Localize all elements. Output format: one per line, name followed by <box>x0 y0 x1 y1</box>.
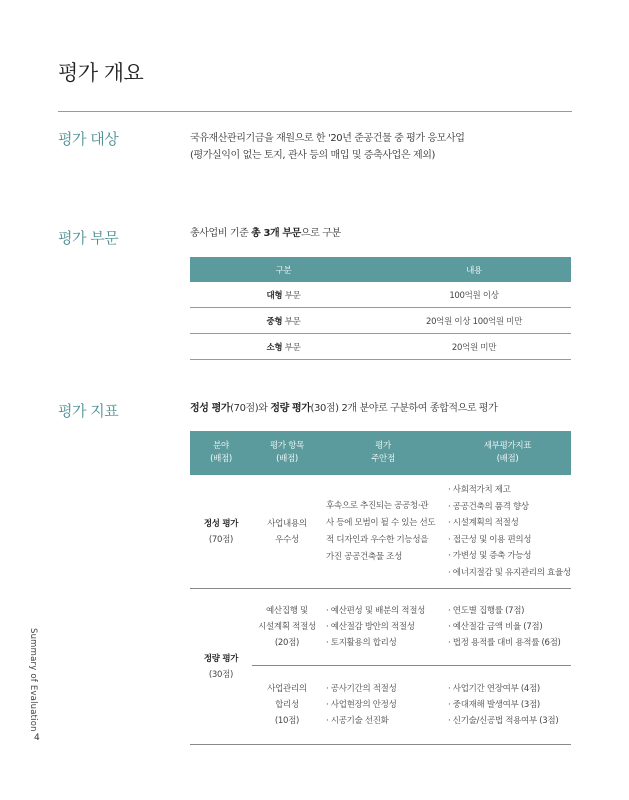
header-line: (배점) <box>276 454 298 464</box>
detail-item: · 시설계획의 적절성 <box>448 518 519 528</box>
table-header-cell <box>322 431 444 475</box>
detail-item: · 공공건축의 품격 향상 <box>448 501 529 512</box>
focus-line: 사 등에 모범이 될 수 있는 선도 <box>326 517 436 528</box>
header-line: 평가 <box>375 441 391 451</box>
section-heading-target: 평가 대상 <box>58 130 119 148</box>
field-cell <box>190 475 252 589</box>
header-line: 세부평가지표 <box>483 441 532 451</box>
detail-item: · 법정 용적률 대비 용적률 (6점) <box>448 638 561 648</box>
table-row <box>190 475 571 589</box>
table-row <box>190 308 571 334</box>
table-cell: 20억원 이상 100억원 미만 <box>377 308 571 334</box>
field-name: 정량 평가 <box>203 653 239 664</box>
header-line: (배점) <box>496 454 519 464</box>
field-name: 정성 평가 <box>203 518 239 529</box>
indicators-intro-text: (30점) 2개 분야로 구분하여 종합적으로 평가 <box>310 403 498 414</box>
category-name-suffix: 부문 <box>282 342 301 353</box>
item-line: 예산집행 및 <box>266 606 308 616</box>
page-title: 평가 개요 <box>58 61 144 85</box>
target-description-line2: (평가실익이 없는 토지, 관사 등의 매입 및 증축사업은 제외) <box>190 150 435 161</box>
table-cell <box>190 308 377 334</box>
focus-line: 후속으로 추진되는 공공청·관 <box>326 500 429 511</box>
side-running-label: Summary of Evaluation <box>28 628 38 732</box>
indicators-intro-bold: 정량 평가 <box>270 403 311 414</box>
table-header-cell <box>252 431 322 475</box>
table-header-cell <box>190 431 252 475</box>
focus-line: · 토지활용의 합리성 <box>326 638 397 648</box>
item-line: (10점) <box>274 716 300 726</box>
focus-line: · 공사기간의 적절성 <box>326 684 397 694</box>
detail-item: · 예산절감 금액 비율 (7점) <box>448 622 543 632</box>
table-header-cell <box>444 431 571 475</box>
detail-item: · 가변성 및 증축 가능성 <box>448 551 532 561</box>
table-header-cell: 구분 <box>190 257 377 282</box>
focus-cell <box>322 666 444 745</box>
table-cell: 20억원 미만 <box>377 334 571 360</box>
target-description-line1: 국유재산관리기금을 재원으로 한 '20년 준공건물 중 평가 응모사업 <box>190 133 465 144</box>
header-line: 주안점 <box>371 454 395 464</box>
detail-item: · 신기술/신공법 적용여부 (3점) <box>448 716 559 726</box>
category-name-suffix: 부문 <box>282 290 301 301</box>
category-name-bold: 소형 <box>266 342 283 353</box>
focus-line: · 예산편성 및 배분의 적절성 <box>326 606 426 616</box>
section-heading-indicators: 평가 지표 <box>58 402 119 420</box>
detail-item: · 사회적가치 제고 <box>448 485 511 495</box>
category-name-bold: 중형 <box>266 316 283 327</box>
item-cell <box>252 666 322 745</box>
section-heading-category: 평가 부문 <box>58 229 119 247</box>
table-row <box>190 282 571 308</box>
item-line: 시설계획 적절성 <box>258 622 316 632</box>
focus-line: · 사업현장의 안정성 <box>326 700 397 710</box>
table-header-row <box>190 257 571 282</box>
indicators-intro <box>190 401 497 417</box>
category-intro-bold: 총 3개 부문 <box>251 228 301 239</box>
detail-item: · 접근성 및 이용 편의성 <box>448 534 532 545</box>
focus-line: 가진 공공건축물 조성 <box>326 551 403 562</box>
category-name-suffix: 부문 <box>282 316 301 327</box>
item-cell <box>252 589 322 666</box>
header-line: (배점) <box>210 454 232 464</box>
focus-line: · 시공기술 선진화 <box>326 716 389 726</box>
detail-item: · 연도별 집행률 (7점) <box>448 606 525 616</box>
indicators-table <box>190 431 571 745</box>
item-line: 우수성 <box>275 534 299 545</box>
field-score: (30점) <box>208 669 234 680</box>
focus-cell <box>322 589 444 666</box>
category-intro-text: 총사업비 기준 <box>190 228 252 239</box>
field-score: (70점) <box>208 534 234 545</box>
details-cell <box>444 666 571 745</box>
item-line: (20점) <box>274 638 300 648</box>
detail-item: · 사업기간 연장여부 (4점) <box>448 684 540 694</box>
focus-line: · 예산절감 방안의 적절성 <box>326 622 415 632</box>
detail-item: · 에너지절감 및 유지관리의 효율성 <box>448 567 571 578</box>
focus-cell <box>322 475 444 589</box>
item-cell <box>252 475 322 589</box>
indicators-intro-text: (70점)와 <box>230 403 271 414</box>
focus-line: 적 디자인과 우수한 기능성을 <box>326 534 429 545</box>
category-table <box>190 257 571 360</box>
table-row <box>190 334 571 360</box>
table-cell <box>190 334 377 360</box>
details-cell <box>444 589 571 666</box>
title-divider <box>58 111 572 112</box>
detail-item: · 중대재해 발생여부 (3점) <box>448 700 540 710</box>
header-line: 평가 항목 <box>269 441 305 451</box>
table-cell: 100억원 이상 <box>377 282 571 308</box>
field-cell <box>190 589 252 745</box>
page-number: 4 <box>34 733 40 743</box>
category-name-bold: 대형 <box>266 290 283 301</box>
table-cell <box>190 282 377 308</box>
item-line: 사업내용의 <box>267 518 307 529</box>
category-intro <box>190 226 341 242</box>
table-header-row <box>190 431 571 475</box>
table-header-cell: 내용 <box>377 257 571 282</box>
table-row <box>190 589 571 666</box>
details-cell <box>444 475 571 589</box>
item-line: 사업관리의 <box>267 684 307 694</box>
category-intro-text-end: 으로 구분 <box>300 228 341 239</box>
header-line: 분야 <box>213 441 229 451</box>
indicators-intro-bold: 정성 평가 <box>190 403 231 414</box>
item-line: 합리성 <box>275 700 299 710</box>
